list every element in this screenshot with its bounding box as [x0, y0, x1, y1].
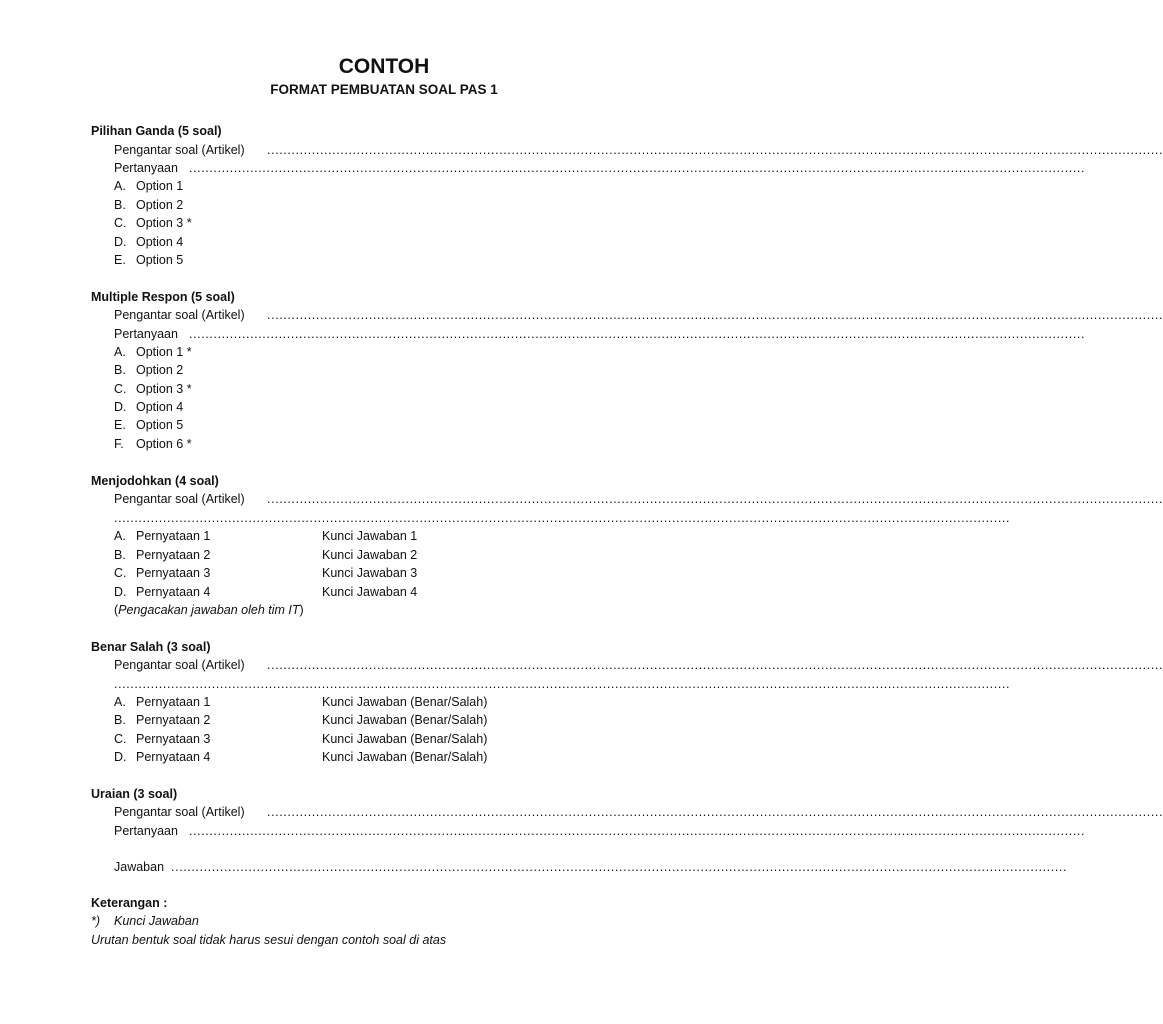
option-text: Option 2 — [136, 198, 184, 212]
option-item — [114, 214, 192, 232]
option-letter: D. — [114, 235, 127, 249]
option-letter: F. — [114, 437, 124, 451]
pengantar-label: Pengantar soal (Artikel) — [114, 658, 245, 672]
statement-text: Pernyataan 4 — [136, 750, 211, 764]
option-text: Option 5 — [136, 253, 184, 267]
option-item — [114, 196, 183, 214]
truefalse-row — [114, 730, 210, 748]
statement-text: Pernyataan 2 — [136, 713, 211, 727]
fill-line: ............................................................................................................................................................................................................................ — [267, 492, 1163, 506]
section-heading-benar-salah: Benar Salah (3 soal) — [91, 640, 211, 654]
keterangan-heading: Keterangan : — [91, 896, 168, 910]
pengantar-label: Pengantar soal (Artikel) — [114, 308, 245, 322]
option-text: Option 2 — [136, 363, 184, 377]
statement-text: Pernyataan 3 — [136, 566, 211, 580]
option-text: Option 4 — [136, 235, 184, 249]
keterangan-star-mark: *) — [91, 914, 101, 928]
jawaban-label: Jawaban — [114, 860, 165, 874]
option-item — [114, 380, 192, 398]
row-letter: A. — [114, 529, 126, 543]
fill-line: ............................................................................................................................................................................................................................ — [114, 677, 1011, 691]
note-text: Pengacakan jawaban oleh tim IT — [118, 603, 300, 617]
statement-text: Pernyataan 1 — [136, 529, 211, 543]
section-heading-pilihan-ganda: Pilihan Ganda (5 soal) — [91, 124, 222, 138]
pengantar-label: Pengantar soal (Artikel) — [114, 805, 245, 819]
option-letter: D. — [114, 400, 127, 414]
pertanyaan-label: Pertanyaan — [114, 161, 178, 175]
section-heading-menjodohkan: Menjodohkan (4 soal) — [91, 474, 219, 488]
truefalse-row — [114, 711, 210, 729]
answer-key: Kunci Jawaban (Benar/Salah) — [322, 750, 488, 764]
statement-text: Pernyataan 4 — [136, 585, 211, 599]
fill-line: ............................................................................................................................................................................................................................ — [267, 805, 1163, 819]
row-letter: B. — [114, 548, 126, 562]
fill-line: ............................................................................................................................................................................................................................ — [267, 658, 1163, 672]
answer-key: Kunci Jawaban 1 — [322, 529, 418, 543]
fill-line: ............................................................................................................................................................................................................................ — [189, 824, 1086, 838]
row-letter: D. — [114, 585, 127, 599]
pengantar-label: Pengantar soal (Artikel) — [114, 143, 245, 157]
randomization-note — [114, 601, 304, 619]
fill-line: ............................................................................................................................................................................................................................ — [189, 161, 1086, 175]
option-item — [114, 361, 183, 379]
match-row — [114, 546, 210, 564]
option-item — [114, 343, 192, 361]
option-text: Option 5 — [136, 418, 184, 432]
option-item — [114, 416, 183, 434]
option-item — [114, 435, 192, 453]
answer-key: Kunci Jawaban 2 — [322, 548, 418, 562]
match-row — [114, 583, 210, 601]
option-text: Option 1 * — [136, 345, 192, 359]
row-letter: D. — [114, 750, 127, 764]
answer-key: Kunci Jawaban (Benar/Salah) — [322, 732, 488, 746]
pertanyaan-label: Pertanyaan — [114, 327, 178, 341]
row-letter: A. — [114, 695, 126, 709]
option-text: Option 3 * — [136, 382, 192, 396]
statement-text: Pernyataan 1 — [136, 695, 211, 709]
option-text: Option 3 * — [136, 216, 192, 230]
section-heading-uraian: Uraian (3 soal) — [91, 787, 178, 801]
option-letter: B. — [114, 198, 126, 212]
note-paren-close: ) — [299, 603, 304, 617]
answer-key: Kunci Jawaban (Benar/Salah) — [322, 713, 488, 727]
fill-line: ............................................................................................................................................................................................................................ — [267, 308, 1163, 322]
row-letter: C. — [114, 732, 127, 746]
document-subtitle: FORMAT PEMBUATAN SOAL PAS 1 — [270, 82, 498, 97]
option-item — [114, 233, 183, 251]
row-letter: B. — [114, 713, 126, 727]
section-heading-multiple-respon: Multiple Respon (5 soal) — [91, 290, 235, 304]
answer-key: Kunci Jawaban (Benar/Salah) — [322, 695, 488, 709]
match-row — [114, 564, 210, 582]
option-text: Option 1 — [136, 179, 184, 193]
pengantar-label: Pengantar soal (Artikel) — [114, 492, 245, 506]
truefalse-row — [114, 748, 210, 766]
option-letter: E. — [114, 418, 126, 432]
option-item — [114, 251, 183, 269]
option-item — [114, 398, 183, 416]
fill-line: ............................................................................................................................................................................................................................ — [189, 327, 1086, 341]
match-row — [114, 527, 210, 545]
option-item — [114, 177, 183, 195]
option-letter: A. — [114, 179, 126, 193]
answer-key: Kunci Jawaban 4 — [322, 585, 418, 599]
truefalse-row — [114, 693, 210, 711]
row-letter: C. — [114, 566, 127, 580]
document-title: CONTOH — [338, 55, 430, 78]
option-letter: A. — [114, 345, 126, 359]
statement-text: Pernyataan 3 — [136, 732, 211, 746]
answer-key: Kunci Jawaban 3 — [322, 566, 418, 580]
option-letter: C. — [114, 216, 127, 230]
option-letter: C. — [114, 382, 127, 396]
option-text: Option 6 * — [136, 437, 192, 451]
pertanyaan-label: Pertanyaan — [114, 824, 178, 838]
fill-line: ............................................................................................................................................................................................................................ — [267, 143, 1163, 157]
keterangan-note: Urutan bentuk soal tidak harus sesui dengan contoh soal di atas — [91, 933, 447, 947]
option-letter: E. — [114, 253, 126, 267]
keterangan-star-text: Kunci Jawaban — [114, 914, 199, 928]
note-paren-open: ( — [114, 603, 119, 617]
statement-text: Pernyataan 2 — [136, 548, 211, 562]
fill-line: ............................................................................................................................................................................................................................ — [114, 511, 1011, 525]
option-letter: B. — [114, 363, 126, 377]
option-text: Option 4 — [136, 400, 184, 414]
fill-line: ............................................................................................................................................................................................................................ — [171, 860, 1068, 874]
